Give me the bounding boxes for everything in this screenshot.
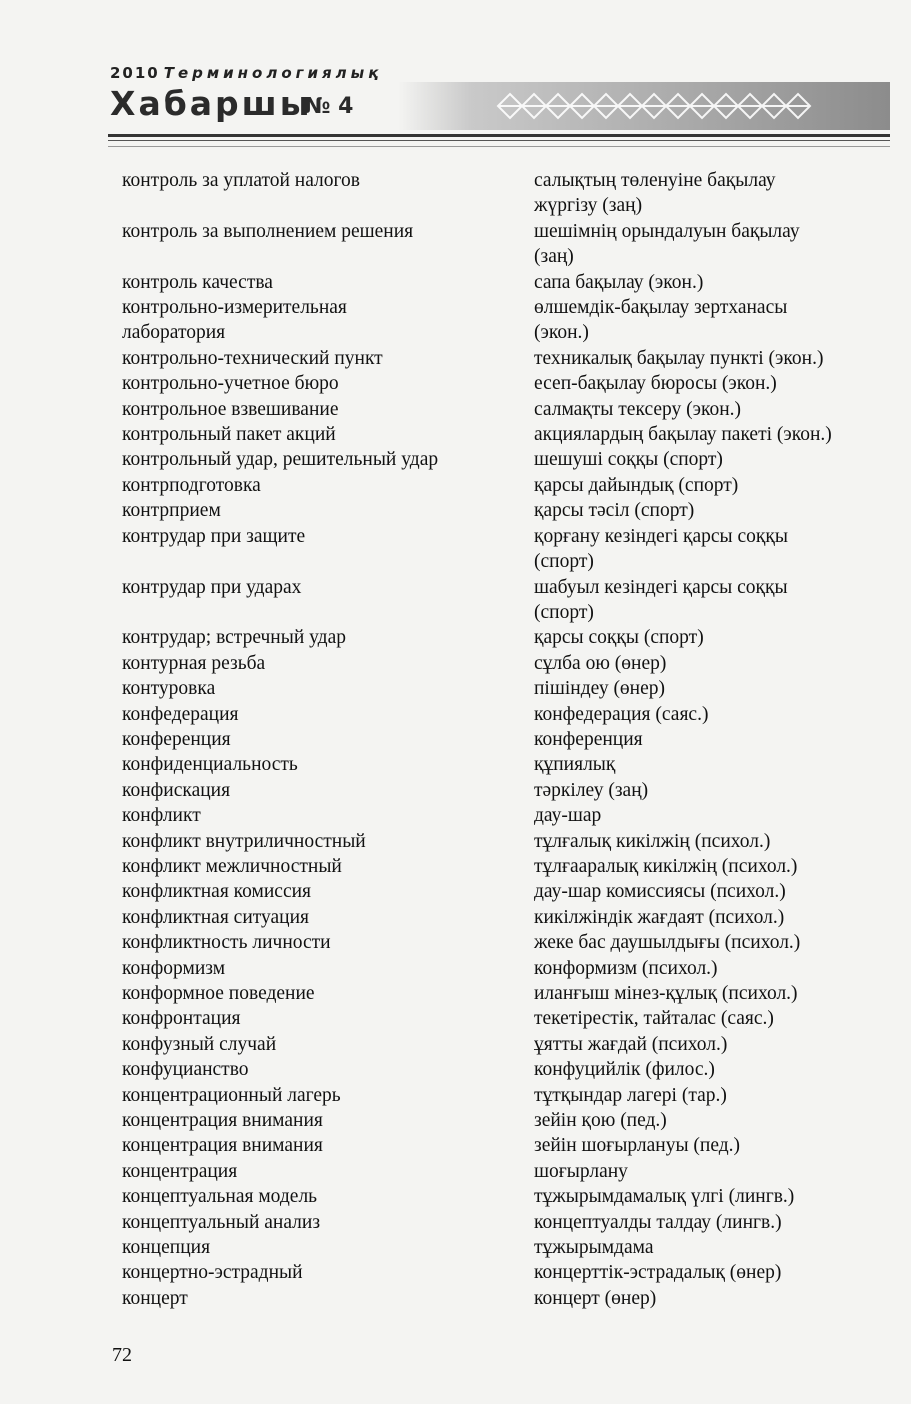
- term-line: конфедерация: [122, 703, 239, 725]
- kazakh-term: [534, 498, 882, 523]
- russian-term: [122, 1159, 534, 1184]
- term-line: сапа бақылау (экон.): [534, 271, 704, 293]
- russian-term: [122, 422, 534, 447]
- term-line: тұлғалық кикілжің (психол.): [534, 830, 771, 852]
- term-line: тұлғааралық кикілжің (психол.): [534, 855, 798, 877]
- term-line: ұятты жағдай (психол.): [534, 1033, 728, 1055]
- term-line: контрудар; встречный удар: [122, 627, 346, 649]
- kazakh-term: [534, 575, 882, 626]
- kazakh-term: [534, 524, 882, 575]
- kazakh-term: [534, 1235, 882, 1260]
- russian-term: [122, 1260, 534, 1311]
- term-line: дау-шар комиссиясы (психол.): [534, 881, 786, 903]
- term-line: пішіндеу (өнер): [534, 678, 666, 700]
- glossary-entry: [122, 168, 882, 219]
- term-line: сұлба ою (өнер): [534, 652, 667, 674]
- term-line: конформное поведение: [122, 983, 315, 1004]
- kazakh-term: [534, 397, 882, 422]
- term-line: шабуыл кезіндегі қарсы соққы: [534, 576, 788, 598]
- glossary-entry: [122, 829, 882, 854]
- term-line: тұжырымдамалық үлгі (лингв.): [534, 1186, 795, 1208]
- term-line: [122, 244, 534, 269]
- glossary-entry: [122, 447, 882, 472]
- year: 2010: [110, 64, 160, 82]
- kazakh-term: [534, 829, 882, 854]
- glossary-entry: [122, 575, 882, 626]
- glossary-entry: [122, 1006, 882, 1031]
- term-line: концентрационный лагерь: [122, 1084, 341, 1106]
- russian-term: [122, 397, 534, 422]
- russian-term: [122, 956, 534, 981]
- glossary-entry: [122, 702, 882, 727]
- term-line: шешуші соққы (спорт): [534, 449, 723, 471]
- russian-term: [122, 752, 534, 777]
- russian-term: [122, 1133, 534, 1158]
- russian-term: [122, 727, 534, 752]
- term-line: шоғырлану: [534, 1160, 628, 1182]
- header-rule: [108, 140, 890, 141]
- kazakh-term: [534, 778, 882, 803]
- term-line: конфликтная ситуация: [122, 906, 310, 928]
- kazakh-term: [534, 371, 882, 396]
- term-line: контрольный удар, решительный удар: [122, 449, 439, 471]
- kazakh-term: [534, 1108, 882, 1133]
- term-line: концентрация внимания: [122, 1135, 323, 1157]
- term-line: конференция: [122, 728, 231, 750]
- term-line: конформизм (психол.): [534, 957, 718, 979]
- russian-term: [122, 346, 534, 371]
- glossary-entry: [122, 981, 882, 1006]
- term-line: иланғыш мінез-құлық (психол.): [534, 983, 798, 1004]
- term-line: конфронтация: [122, 1008, 241, 1030]
- term-line: өлшемдік-бақылау зертханасы: [534, 297, 788, 319]
- term-line: контрудар при защите: [122, 525, 306, 547]
- term-line: тұжырымдама: [534, 1237, 654, 1259]
- glossary-entry: [122, 219, 882, 270]
- russian-term: [122, 1108, 534, 1133]
- term-line: текетірестік, тайталас (саяс.): [534, 1008, 774, 1030]
- term-line: концентрация внимания: [122, 1110, 323, 1132]
- term-line: контуровка: [122, 678, 216, 700]
- russian-term: [122, 803, 534, 828]
- glossary-entry: [122, 397, 882, 422]
- term-line: конфузный случай: [122, 1033, 277, 1055]
- russian-term: [122, 905, 534, 930]
- ornament-pattern-icon: [398, 82, 890, 130]
- glossary-entry: [122, 371, 882, 396]
- russian-term: [122, 524, 534, 575]
- kazakh-term: [534, 879, 882, 904]
- glossary-entry: [122, 1083, 882, 1108]
- term-line: салмақты тексеру (экон.): [534, 398, 742, 420]
- header-rule: [108, 134, 890, 137]
- kazakh-term: [534, 625, 882, 650]
- glossary-entry: [122, 803, 882, 828]
- kazakh-term: [534, 1210, 882, 1235]
- kazakh-term: [534, 651, 882, 676]
- term-line: конфликтность личности: [122, 932, 331, 954]
- glossary-entry: [122, 854, 882, 879]
- russian-term: [122, 1057, 534, 1082]
- kazakh-term: [534, 727, 882, 752]
- term-line: контрольно-измерительная: [122, 297, 347, 319]
- glossary-entry: [122, 1260, 882, 1311]
- glossary-entry: [122, 1184, 882, 1209]
- glossary-entry: [122, 346, 882, 371]
- russian-term: [122, 651, 534, 676]
- term-line: концентрация: [122, 1160, 238, 1182]
- russian-term: [122, 168, 534, 219]
- term-line: (спорт): [534, 601, 594, 623]
- glossary-entry: [122, 676, 882, 701]
- glossary-entry: [122, 1133, 882, 1158]
- term-line: конфуцийлік (филос.): [534, 1059, 715, 1081]
- kazakh-term: [534, 1159, 882, 1184]
- term-line: контроль за выполнением решения: [122, 220, 414, 242]
- glossary-entry: [122, 651, 882, 676]
- glossary-entry: [122, 752, 882, 777]
- russian-term: [122, 371, 534, 396]
- kazakh-term: [534, 270, 882, 295]
- term-line: конфликтная комиссия: [122, 881, 312, 903]
- kazakh-term: [534, 422, 882, 447]
- term-line: концепция: [122, 1237, 211, 1259]
- journal-line: [110, 64, 382, 82]
- term-line: жеке бас даушылдығы (психол.): [534, 932, 801, 954]
- kazakh-term: [534, 1006, 882, 1031]
- russian-term: [122, 1235, 534, 1260]
- page-number: 72: [112, 1344, 132, 1366]
- term-line: концертно-эстрадный: [122, 1262, 303, 1284]
- term-line: концептуальная модель: [122, 1186, 318, 1208]
- glossary-entry: [122, 778, 882, 803]
- term-line: контрольный пакет акций: [122, 424, 336, 446]
- term-line: тәркілеу (заң): [534, 779, 649, 801]
- glossary-entry: [122, 295, 882, 346]
- russian-term: [122, 625, 534, 650]
- kazakh-term: [534, 219, 882, 270]
- term-line: жүргізу (заң): [534, 195, 643, 217]
- kazakh-term: [534, 981, 882, 1006]
- russian-term: [122, 854, 534, 879]
- header-rule: [108, 146, 890, 147]
- term-line: салықтың төленуіне бақылау: [534, 170, 776, 191]
- term-line: (спорт): [534, 551, 594, 573]
- glossary-entries: [122, 168, 882, 1311]
- term-line: зейін қою (пед.): [534, 1110, 667, 1132]
- term-line: акциялардың бақылау пакеті (экон.): [534, 424, 832, 446]
- russian-term: [122, 1184, 534, 1209]
- glossary-entry: [122, 498, 882, 523]
- page-header: [108, 60, 890, 156]
- glossary-entry: [122, 930, 882, 955]
- glossary-entry: [122, 1032, 882, 1057]
- kazakh-term: [534, 803, 882, 828]
- term-line: зейін шоғырлануы (пед.): [534, 1135, 741, 1157]
- glossary-entry: [122, 727, 882, 752]
- term-line: есеп-бақылау бюросы (экон.): [534, 373, 777, 395]
- glossary-entry: [122, 524, 882, 575]
- russian-term: [122, 473, 534, 498]
- term-line: конформизм: [122, 957, 226, 979]
- term-line: [122, 600, 534, 625]
- kazakh-term: [534, 1057, 882, 1082]
- term-line: конфликт: [122, 805, 201, 827]
- term-line: контроль за уплатой налогов: [122, 170, 361, 191]
- glossary-entry: [122, 625, 882, 650]
- term-line: тұтқындар лагері (тар.): [534, 1084, 727, 1106]
- russian-term: [122, 498, 534, 523]
- term-line: лаборатория: [122, 322, 226, 344]
- russian-term: [122, 575, 534, 626]
- kazakh-term: [534, 702, 882, 727]
- kazakh-term: [534, 1133, 882, 1158]
- glossary-entry: [122, 905, 882, 930]
- term-line: қарсы тәсіл (спорт): [534, 500, 695, 522]
- kazakh-term: [534, 1083, 882, 1108]
- term-line: техникалық бақылау пункті (экон.): [534, 347, 824, 369]
- term-line: дау-шар: [534, 805, 602, 827]
- russian-term: [122, 1032, 534, 1057]
- term-line: концерт (өнер): [534, 1287, 657, 1309]
- russian-term: [122, 981, 534, 1006]
- russian-term: [122, 930, 534, 955]
- term-line: қорғану кезіндегі қарсы соққы: [534, 525, 788, 547]
- title-bar: [108, 82, 890, 130]
- term-line: конфликт межличностный: [122, 855, 342, 877]
- term-line: контрольное взвешивание: [122, 398, 339, 420]
- term-line: конфиденциальность: [122, 754, 298, 776]
- russian-term: [122, 270, 534, 295]
- term-line: контрподготовка: [122, 474, 261, 496]
- term-line: [122, 193, 534, 218]
- kazakh-term: [534, 930, 882, 955]
- term-line: конфуцианство: [122, 1059, 249, 1081]
- term-line: контрольно-технический пункт: [122, 347, 383, 369]
- glossary-entry: [122, 1108, 882, 1133]
- russian-term: [122, 295, 534, 346]
- glossary-entry: [122, 1210, 882, 1235]
- russian-term: [122, 447, 534, 472]
- glossary-entry: [122, 1235, 882, 1260]
- glossary-entry: [122, 956, 882, 981]
- russian-term: [122, 778, 534, 803]
- term-line: концерттік-эстрадалық (өнер): [534, 1262, 782, 1284]
- kazakh-term: [534, 854, 882, 879]
- term-line: шешімнің орындалуын бақылау: [534, 220, 800, 242]
- kazakh-term: [534, 676, 882, 701]
- term-line: конфедерация (саяс.): [534, 703, 709, 725]
- term-line: контроль качества: [122, 271, 273, 293]
- russian-term: [122, 879, 534, 904]
- ornament-band: [398, 82, 890, 130]
- term-line: концерт: [122, 1287, 188, 1309]
- glossary-entry: [122, 879, 882, 904]
- term-line: контрольно-учетное бюро: [122, 373, 339, 395]
- glossary-entry: [122, 270, 882, 295]
- journal-title: Хабаршы: [110, 84, 313, 123]
- kazakh-term: [534, 346, 882, 371]
- russian-term: [122, 219, 534, 270]
- russian-term: [122, 1210, 534, 1235]
- kazakh-term: [534, 168, 882, 219]
- russian-term: [122, 1006, 534, 1031]
- russian-term: [122, 702, 534, 727]
- term-line: контурная резьба: [122, 652, 266, 674]
- kazakh-term: [534, 752, 882, 777]
- kazakh-term: [534, 447, 882, 472]
- kazakh-term: [534, 956, 882, 981]
- russian-term: [122, 1083, 534, 1108]
- russian-term: [122, 676, 534, 701]
- journal-name: Терминологиялық: [163, 64, 383, 82]
- kazakh-term: [534, 1184, 882, 1209]
- glossary-entry: [122, 1159, 882, 1184]
- term-line: қарсы соққы (спорт): [534, 627, 704, 649]
- term-line: конфликт внутриличностный: [122, 830, 366, 852]
- term-line: (экон.): [534, 322, 589, 344]
- term-line: контрудар при ударах: [122, 576, 302, 598]
- term-line: қарсы дайындық (спорт): [534, 474, 739, 496]
- term-line: (заң): [534, 246, 574, 268]
- kazakh-term: [534, 1032, 882, 1057]
- kazakh-term: [534, 905, 882, 930]
- term-line: [122, 549, 534, 574]
- issue-number: № 4: [304, 94, 354, 119]
- term-line: кикілжіндік жағдаят (психол.): [534, 906, 785, 928]
- term-line: контрприем: [122, 500, 221, 522]
- term-line: құпиялық: [534, 754, 616, 776]
- term-line: концептуалды талдау (лингв.): [534, 1211, 782, 1233]
- russian-term: [122, 829, 534, 854]
- term-line: конфискация: [122, 779, 231, 801]
- glossary-entry: [122, 1057, 882, 1082]
- kazakh-term: [534, 473, 882, 498]
- kazakh-term: [534, 295, 882, 346]
- term-line: конференция: [534, 728, 643, 750]
- term-line: концептуальный анализ: [122, 1211, 321, 1233]
- kazakh-term: [534, 1260, 882, 1311]
- glossary-entry: [122, 422, 882, 447]
- glossary-entry: [122, 473, 882, 498]
